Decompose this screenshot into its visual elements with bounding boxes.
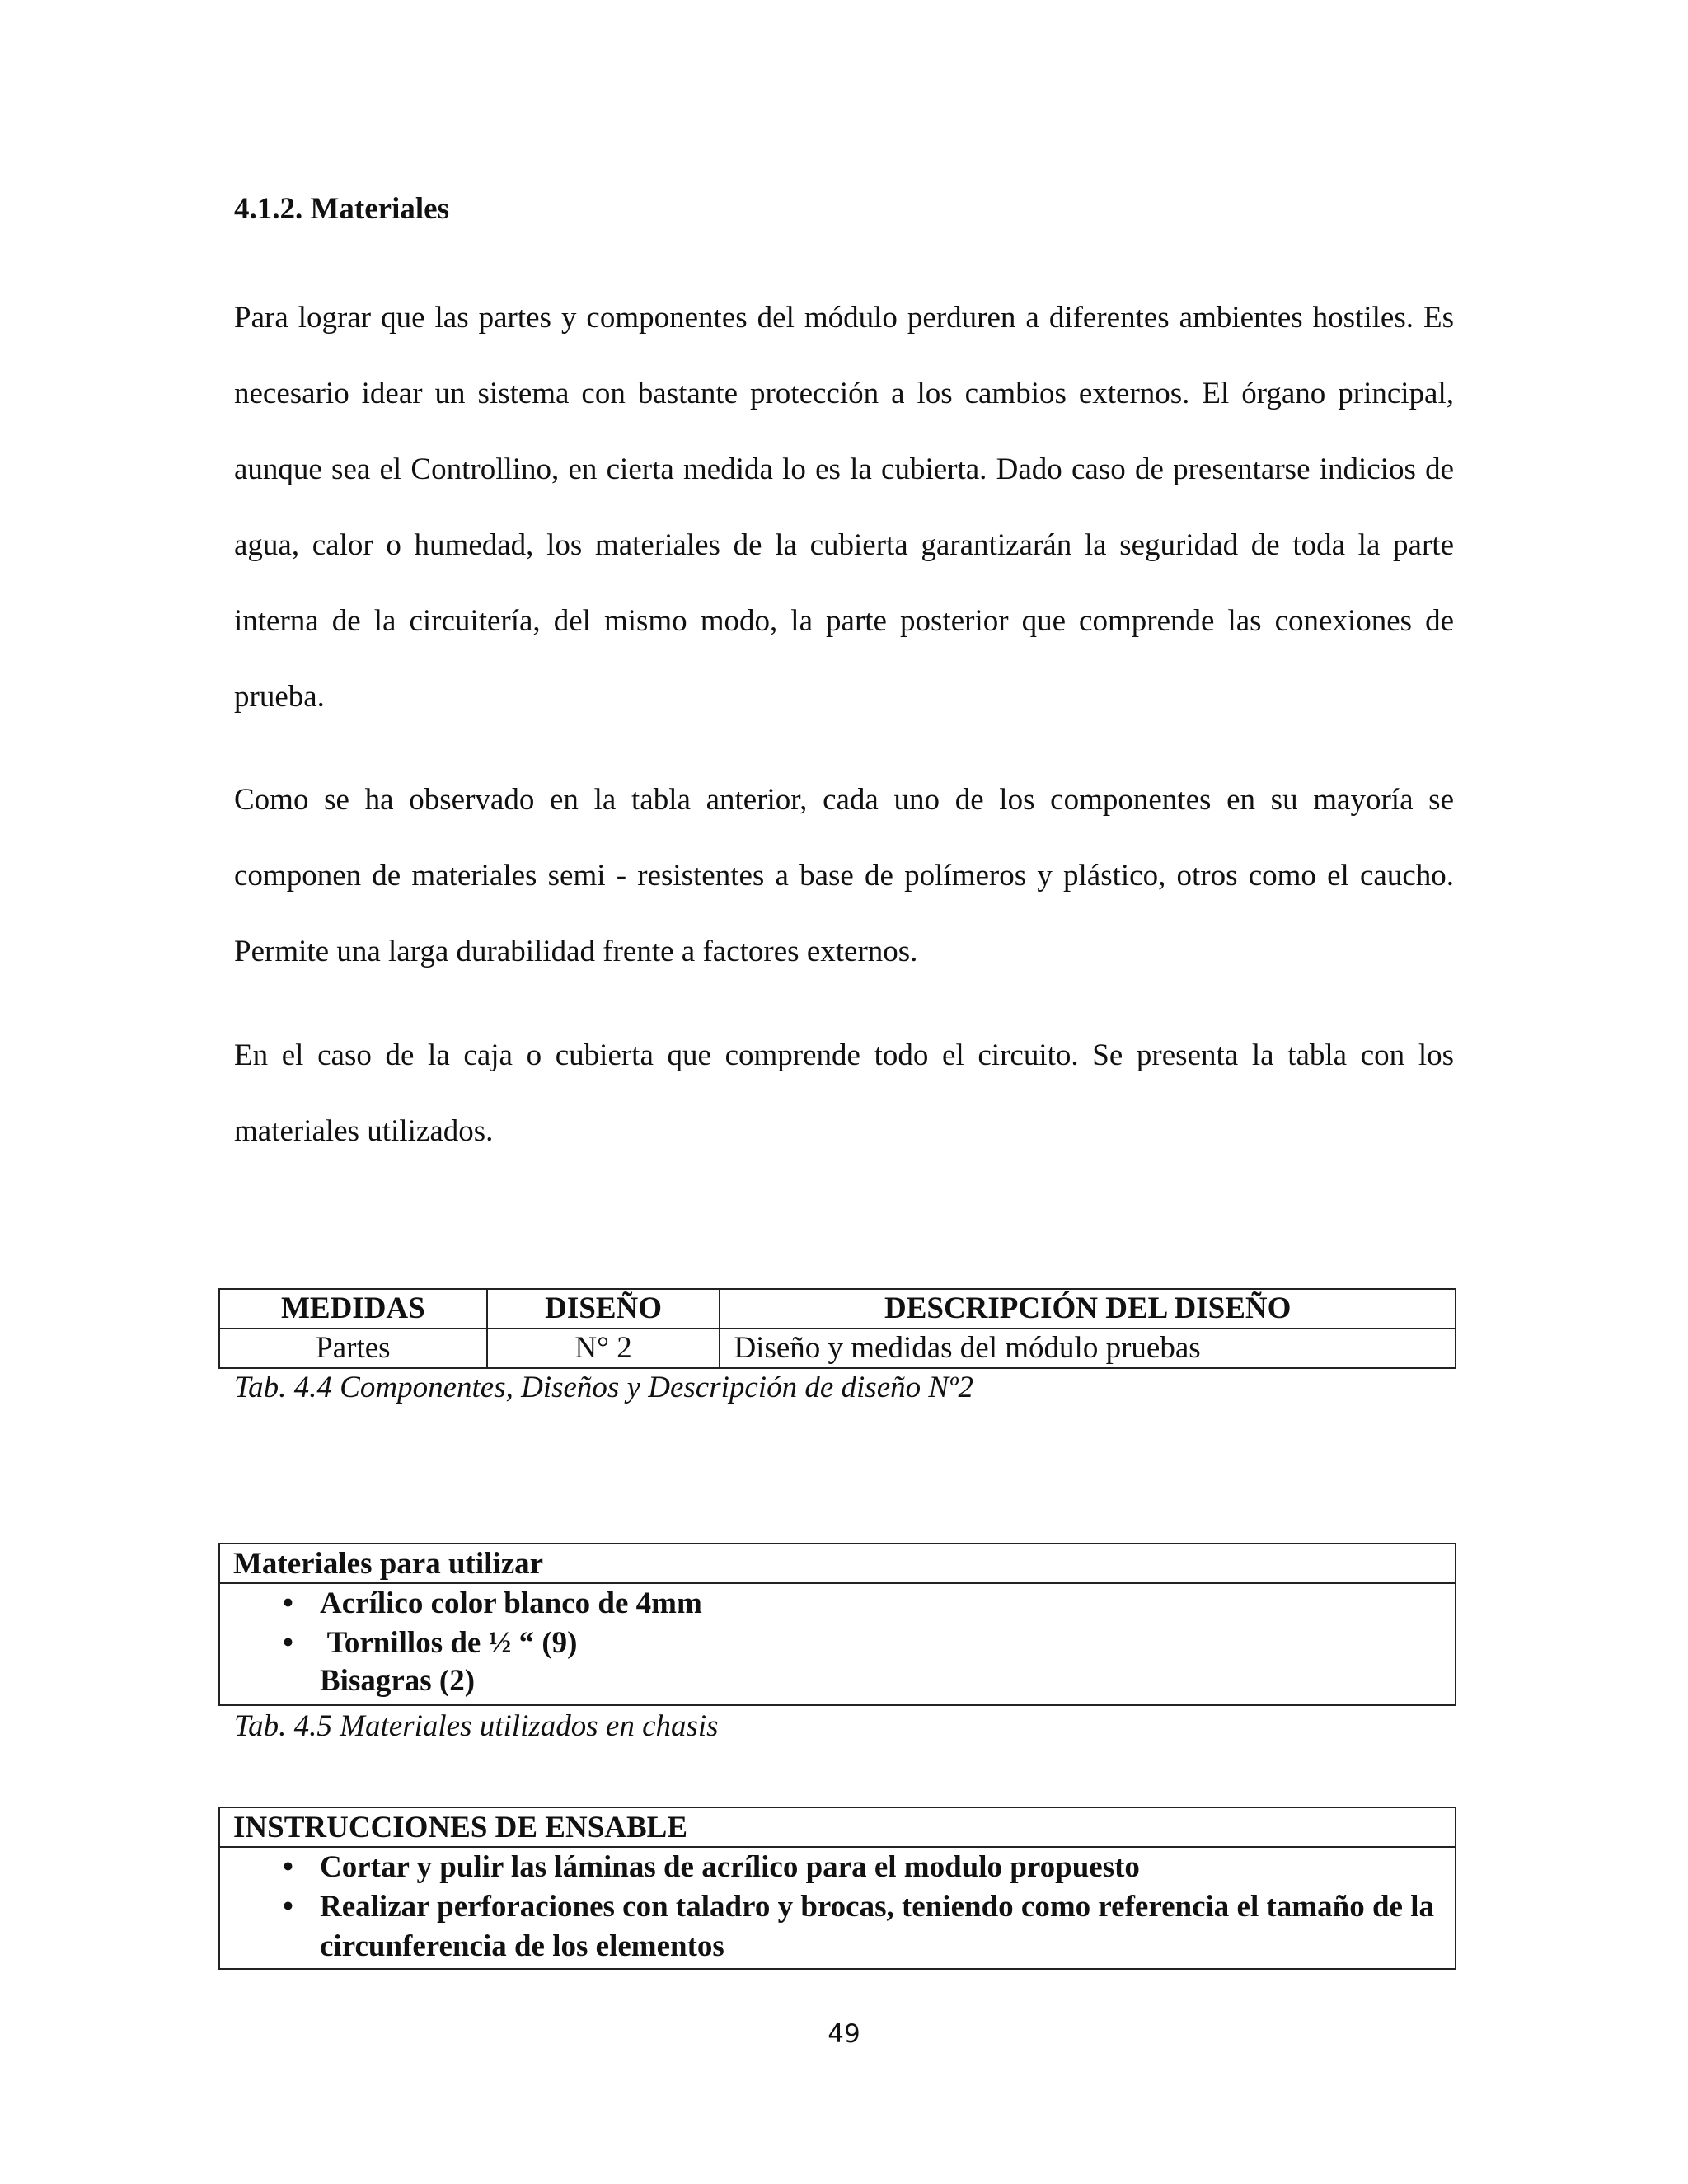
list-item: • Acrílico color blanco de 4mm	[220, 1584, 1455, 1624]
section-heading: 4.1.2. Materiales	[234, 192, 449, 226]
table-caption-4-5: Tab. 4.5 Materiales utilizados en chasis	[234, 1709, 719, 1743]
materials-header: Materiales para utilizar	[220, 1544, 1455, 1584]
paragraph-2: Como se ha observado en la tabla anterior, cada uno de los componentes en su mayoría se componen de materiales semi - resistentes a base de polímeros y plástico, otros como el caucho. Permite una larga durabilidad frente a factores externos.	[234, 783, 1454, 968]
instructions-header: INSTRUCCIONES DE ENSABLE	[220, 1808, 1455, 1848]
table-row	[219, 1329, 1456, 1368]
table-caption-4-4: Tab. 4.4 Componentes, Diseños y Descripción de diseño Nº2	[234, 1371, 974, 1404]
list-item: • Realizar perforaciones con taladro y brocas, teniendo como referencia el tamaño de la circunferencia de los elementos	[220, 1887, 1455, 1966]
bullet-icon: •	[283, 1890, 293, 1924]
paragraph-3: En el caso de la caja o cubierta que comprende todo el circuito. Se presenta la tabla con los materiales utilizados.	[234, 1038, 1454, 1148]
instructions-list	[220, 1848, 1455, 1966]
materials-tail-item: Bisagras (2)	[320, 1664, 476, 1698]
cell-medidas: Partes	[219, 1329, 487, 1368]
instructions-table	[218, 1807, 1456, 1970]
page-number: 49	[828, 2019, 860, 2049]
cell-diseno: N° 2	[487, 1329, 720, 1368]
table-header-row	[219, 1289, 1456, 1329]
header-descripcion: DESCRIPCIÓN DEL DISEÑO	[720, 1289, 1456, 1329]
bullet-icon: •	[283, 1626, 293, 1660]
paragraph-1: Para lograr que las partes y componentes del módulo perduren a diferentes ambientes hostiles. Es necesario idear un sistema con bastante protección a los cambios externos. El órgano principal, aunque sea el Controllino, en cierta medida lo es la cubierta. Dado caso de presentarse indicios de agua, calor o humedad, los materiales de la cubierta garantizarán la seguridad de toda la parte interna de la circuitería, del mismo modo, la parte posterior que comprende las conexiones de prueba.	[234, 301, 1454, 714]
header-diseno: DISEÑO	[487, 1289, 720, 1329]
materials-list	[220, 1584, 1455, 1663]
list-item: • Tornillos de ½ “ (9)	[220, 1624, 1455, 1663]
bullet-icon: •	[283, 1850, 293, 1884]
materials-table	[218, 1543, 1456, 1706]
bullet-icon: •	[283, 1586, 293, 1620]
cell-descripcion: Diseño y medidas del módulo pruebas	[720, 1329, 1456, 1368]
header-medidas: MEDIDAS	[219, 1289, 487, 1329]
design-table	[218, 1288, 1456, 1369]
list-item: • Cortar y pulir las láminas de acrílico para el modulo propuesto	[220, 1848, 1455, 1887]
